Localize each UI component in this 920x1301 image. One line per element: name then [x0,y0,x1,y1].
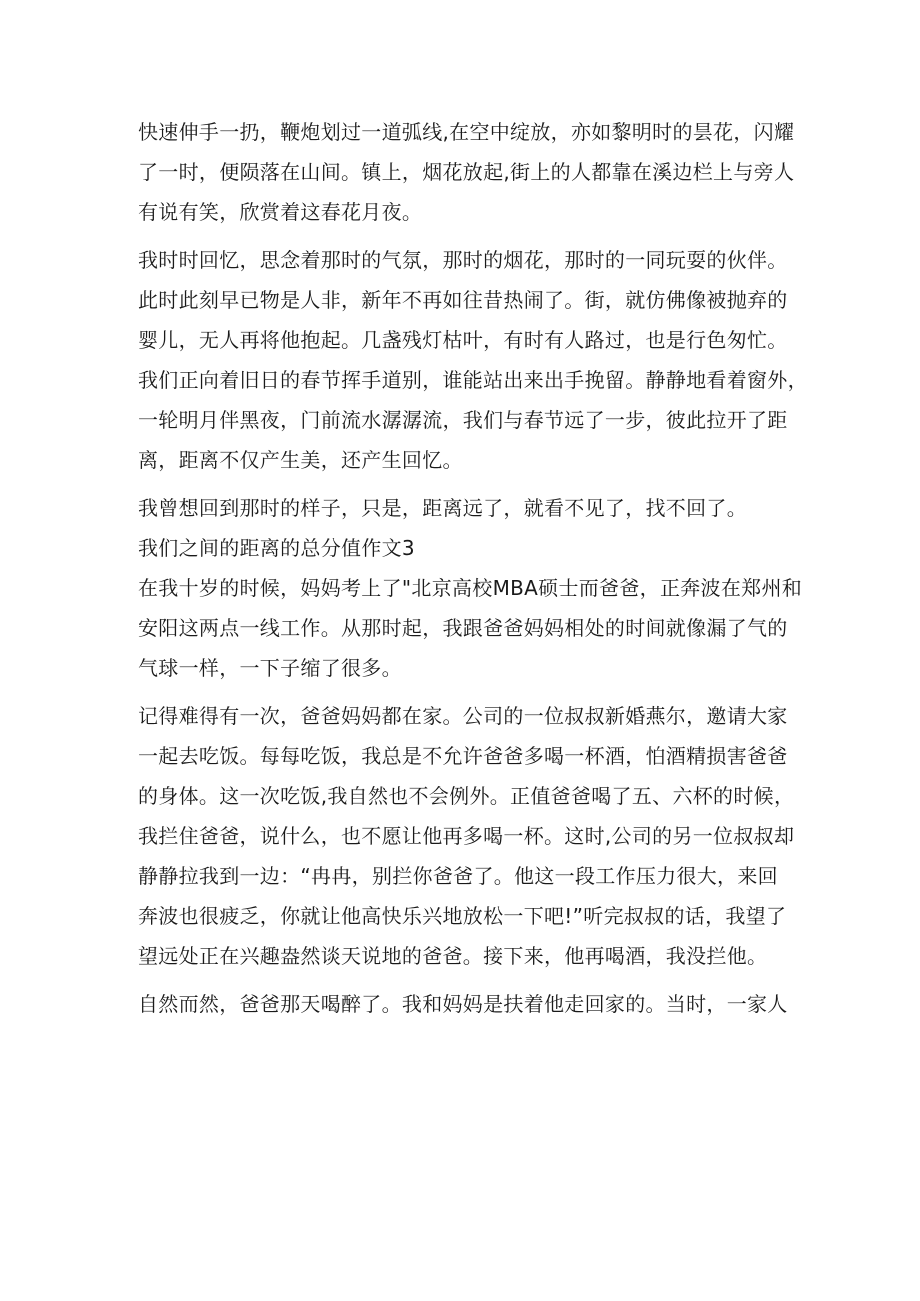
text-line: 快速伸手一扔，鞭炮划过一道弧线,在空中绽放，亦如黎明时的昙花，闪耀 [138,120,795,144]
text-line: 我拦住爸爸，说什么，也不愿让他再多喝一杯。这时,公司的另一位叔叔却 [138,824,795,848]
text-line: 安阳这两点一线工作。从那时起，我跟爸爸妈妈相处的时间就像漏了气的 [138,616,788,640]
text-line: 的身体。这一次吃饭,我自然也不会例外。正值爸爸喝了五、六杯的时候， [138,784,795,808]
text-line: 气球一样，一下子缩了很多。 [138,656,402,680]
text-line: 我曾想回到那时的样子，只是，距离远了，就看不见了，找不回了。 [138,496,747,520]
text-line: 自然而然，爸爸那天喝醉了。我和妈妈是扶着他走回家的。当时，一家人 [138,992,788,1016]
text-line: 一起去吃饭。每每吃饭，我总是不允许爸爸多喝一杯酒，怕酒精损害爸爸 [138,744,788,768]
text-line: 奔波也很疲乏，你就让他高快乐兴地放松一下吧!”听完叔叔的话，我望了 [138,904,787,928]
text-line: 在我十岁的时候，妈妈考上了"北京高校MBA硕士而爸爸，正奔波在郑州和 [138,576,803,600]
document-body [138,112,808,1024]
text-line: 一轮明月伴黑夜，门前流水潺潺流，我们与春节远了一步，彼此拉开了距 [138,408,788,432]
text-line: 此时此刻早已物是人非，新年不再如往昔热闹了。街，就仿佛像被抛弃的 [138,288,788,312]
text-line: 我时时回忆，思念着那时的气氛，那时的烟花，那时的一同玩耍的伙伴。 [138,248,788,272]
text-line: 婴儿，无人再将他抱起。几盏残灯枯叶，有时有人路过，也是行色匆忙。 [138,328,788,352]
section-heading: 我们之间的距离的总分值作文3 [138,536,415,560]
text-line: 静静拉我到一边：“冉冉，别拦你爸爸了。他这一段工作压力很大，来回 [138,864,778,888]
text-line: 有说有笑，欣赏着这春花月夜。 [138,200,423,224]
text-line: 离，距离不仅产生美，还产生回忆。 [138,448,463,472]
text-line: 了一时，便陨落在山间。镇上，烟花放起,街上的人都靠在溪边栏上与旁人 [138,160,795,184]
text-line: 我们正向着旧日的春节挥手道别，谁能站出来出手挽留。静静地看着窗外， [138,368,808,392]
text-line: 记得难得有一次，爸爸妈妈都在家。公司的一位叔叔新婚燕尔，邀请大家 [138,704,788,728]
text-line: 望远处正在兴趣盎然谈天说地的爸爸。接下来，他再喝酒，我没拦他。 [138,944,768,968]
